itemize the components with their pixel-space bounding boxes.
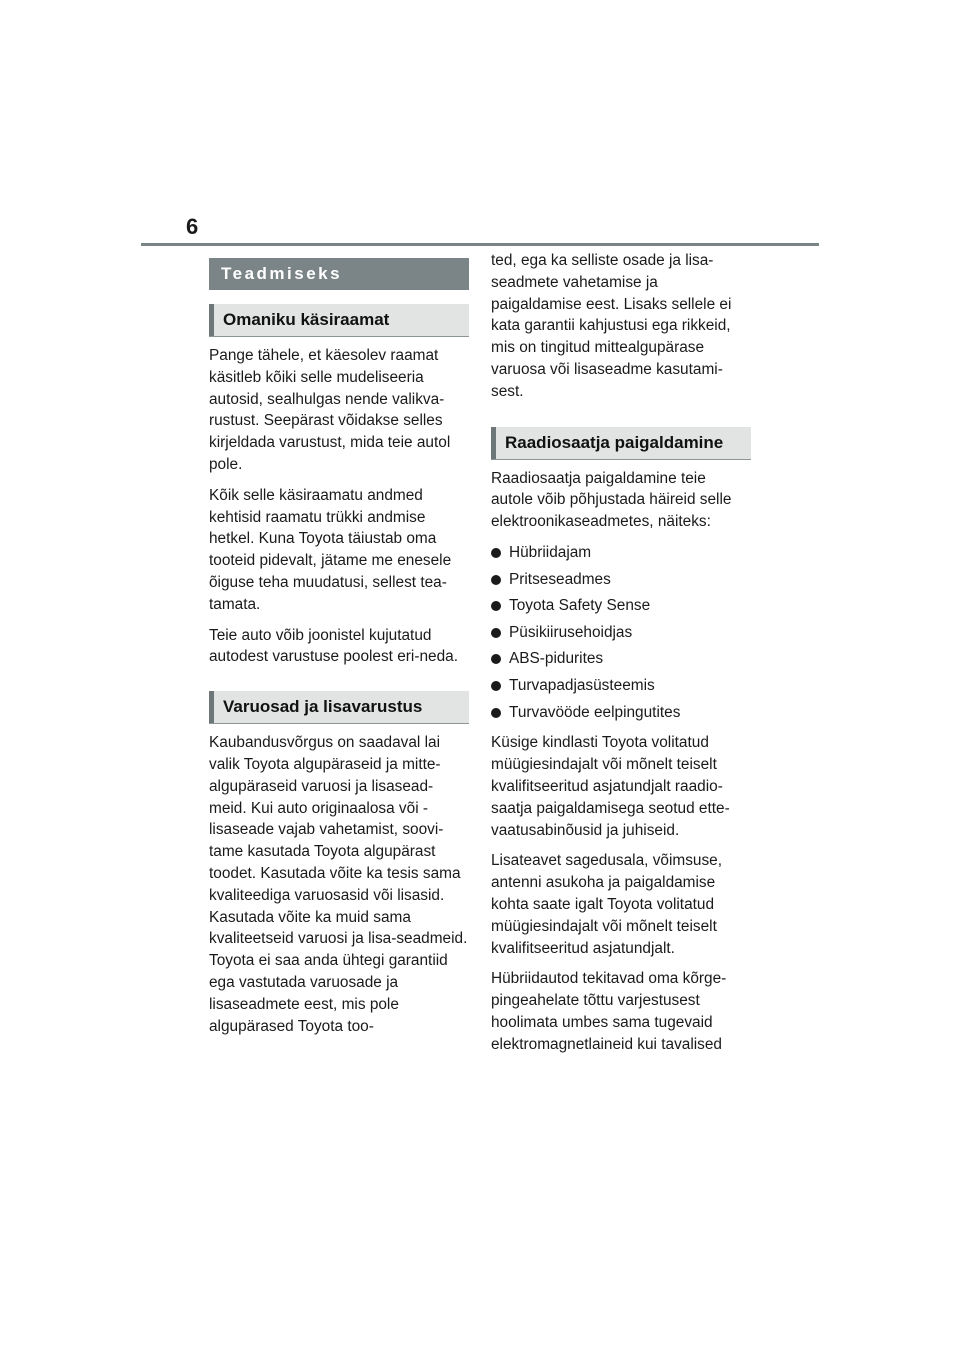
- list-item: Turvapadjasüsteemis: [491, 675, 751, 697]
- bullet-icon: [491, 681, 501, 691]
- left-column: [209, 258, 469, 1046]
- list-item: Püsikiirusehoidjas: [491, 622, 751, 644]
- list-item: Hübriidajam: [491, 542, 751, 564]
- bullet-icon: [491, 628, 501, 638]
- list-item: ABS-pidurites: [491, 648, 751, 670]
- owners-manual-paragraph-2: Kõik selle käsiraamatu andmed kehtisid raamatu trükki andmise hetkel. Kuna Toyota täiustab oma tooteid pidevalt, jätame me enesele õiguse teha muudatusi, sellest tea-tamata.: [209, 486, 452, 613]
- bullet-icon: [491, 708, 501, 718]
- bullet-icon: [491, 654, 501, 664]
- page-number: 6: [186, 214, 199, 239]
- radio-install-paragraph-3: Hübriidautod tekitavad oma kõrge-pingeahelate tõttu varjestusest hoolimata umbes sama tugevaid elektromagnetlaineid kui tavalised: [491, 970, 727, 1053]
- bullet-icon: [491, 601, 501, 611]
- section-title-parts-accessories: Varuosad ja lisavarustus: [209, 691, 469, 724]
- list-item: Toyota Safety Sense: [491, 595, 751, 617]
- section-title-radio-install: Raadiosaatja paigaldamine: [491, 427, 751, 460]
- affected-systems-list: [491, 542, 751, 723]
- radio-install-intro: Raadiosaatja paigaldamine teie autole võib põhjustada häireid selle elektroonikaseadmetes, näiteks:: [491, 469, 732, 531]
- owners-manual-paragraph-1: Pange tähele, et käesolev raamat käsitleb kõiki selle mudeliseeria autosid, sealhulgas nende valikva-rustust. Seepärast võidakse selles kirjeldada varustust, mida teie autol pole.: [209, 347, 451, 473]
- parts-accessories-paragraph: Kaubandusvõrgus on saadaval lai valik Toyota algupäraseid ja mitte-algupäraseid varuosi ja lisasead-meid. Kui auto originaalosa või -lisaseade vajab vahetamist, soovi-tame kasutada Toyota algupärast toodet. Kasutada võite ka tesis sama kvaliteediga varuosasid või lisasid. Kasutada võite ka muid sama kvaliteetseid varuosi ja lisa-seadmeid. Toyota ei saa anda ühtegi garantiid ega vastutada varuosade ja lisaseadmete eest, mis pole algupärased Toyota too-: [209, 734, 468, 1035]
- list-item: Pritseseadmes: [491, 569, 751, 591]
- owners-manual-paragraph-3: Teie auto võib joonistel kujutatud autodest varustuse poolest eri-neda.: [209, 626, 458, 666]
- parts-accessories-continuation: ted, ega ka selliste osade ja lisa-seadmete vahetamise ja paigaldamise eest. Lisaks sellele ei kata garantii kahjustusi ega rikkeid, mis on tingitud mittealgupärase varuosa või lisaseadme kasutami-sest.: [491, 252, 732, 400]
- bullet-icon: [491, 548, 501, 558]
- chapter-title: Teadmiseks: [209, 258, 469, 290]
- header-divider: [141, 243, 819, 246]
- list-item: Turvavööde eelpingutites: [491, 702, 751, 724]
- bullet-icon: [491, 575, 501, 585]
- right-column: [491, 250, 751, 1064]
- radio-install-paragraph-1: Küsige kindlasti Toyota volitatud müügiesindajalt või mõnelt teiselt kvalifitseeritud asjatundjalt raadio-saatja paigaldamisega seotud ette-vaatusabinõusid ja juhiseid.: [491, 734, 730, 839]
- section-title-owners-manual: Omaniku käsiraamat: [209, 304, 469, 337]
- radio-install-paragraph-2: Lisateavet sagedusala, võimsuse, antenni asukoha ja paigaldamise kohta saate igalt Toyota volitatud müügiesindajalt või mõnelt teiselt kvalifitseeritud asjatundjalt.: [491, 852, 722, 957]
